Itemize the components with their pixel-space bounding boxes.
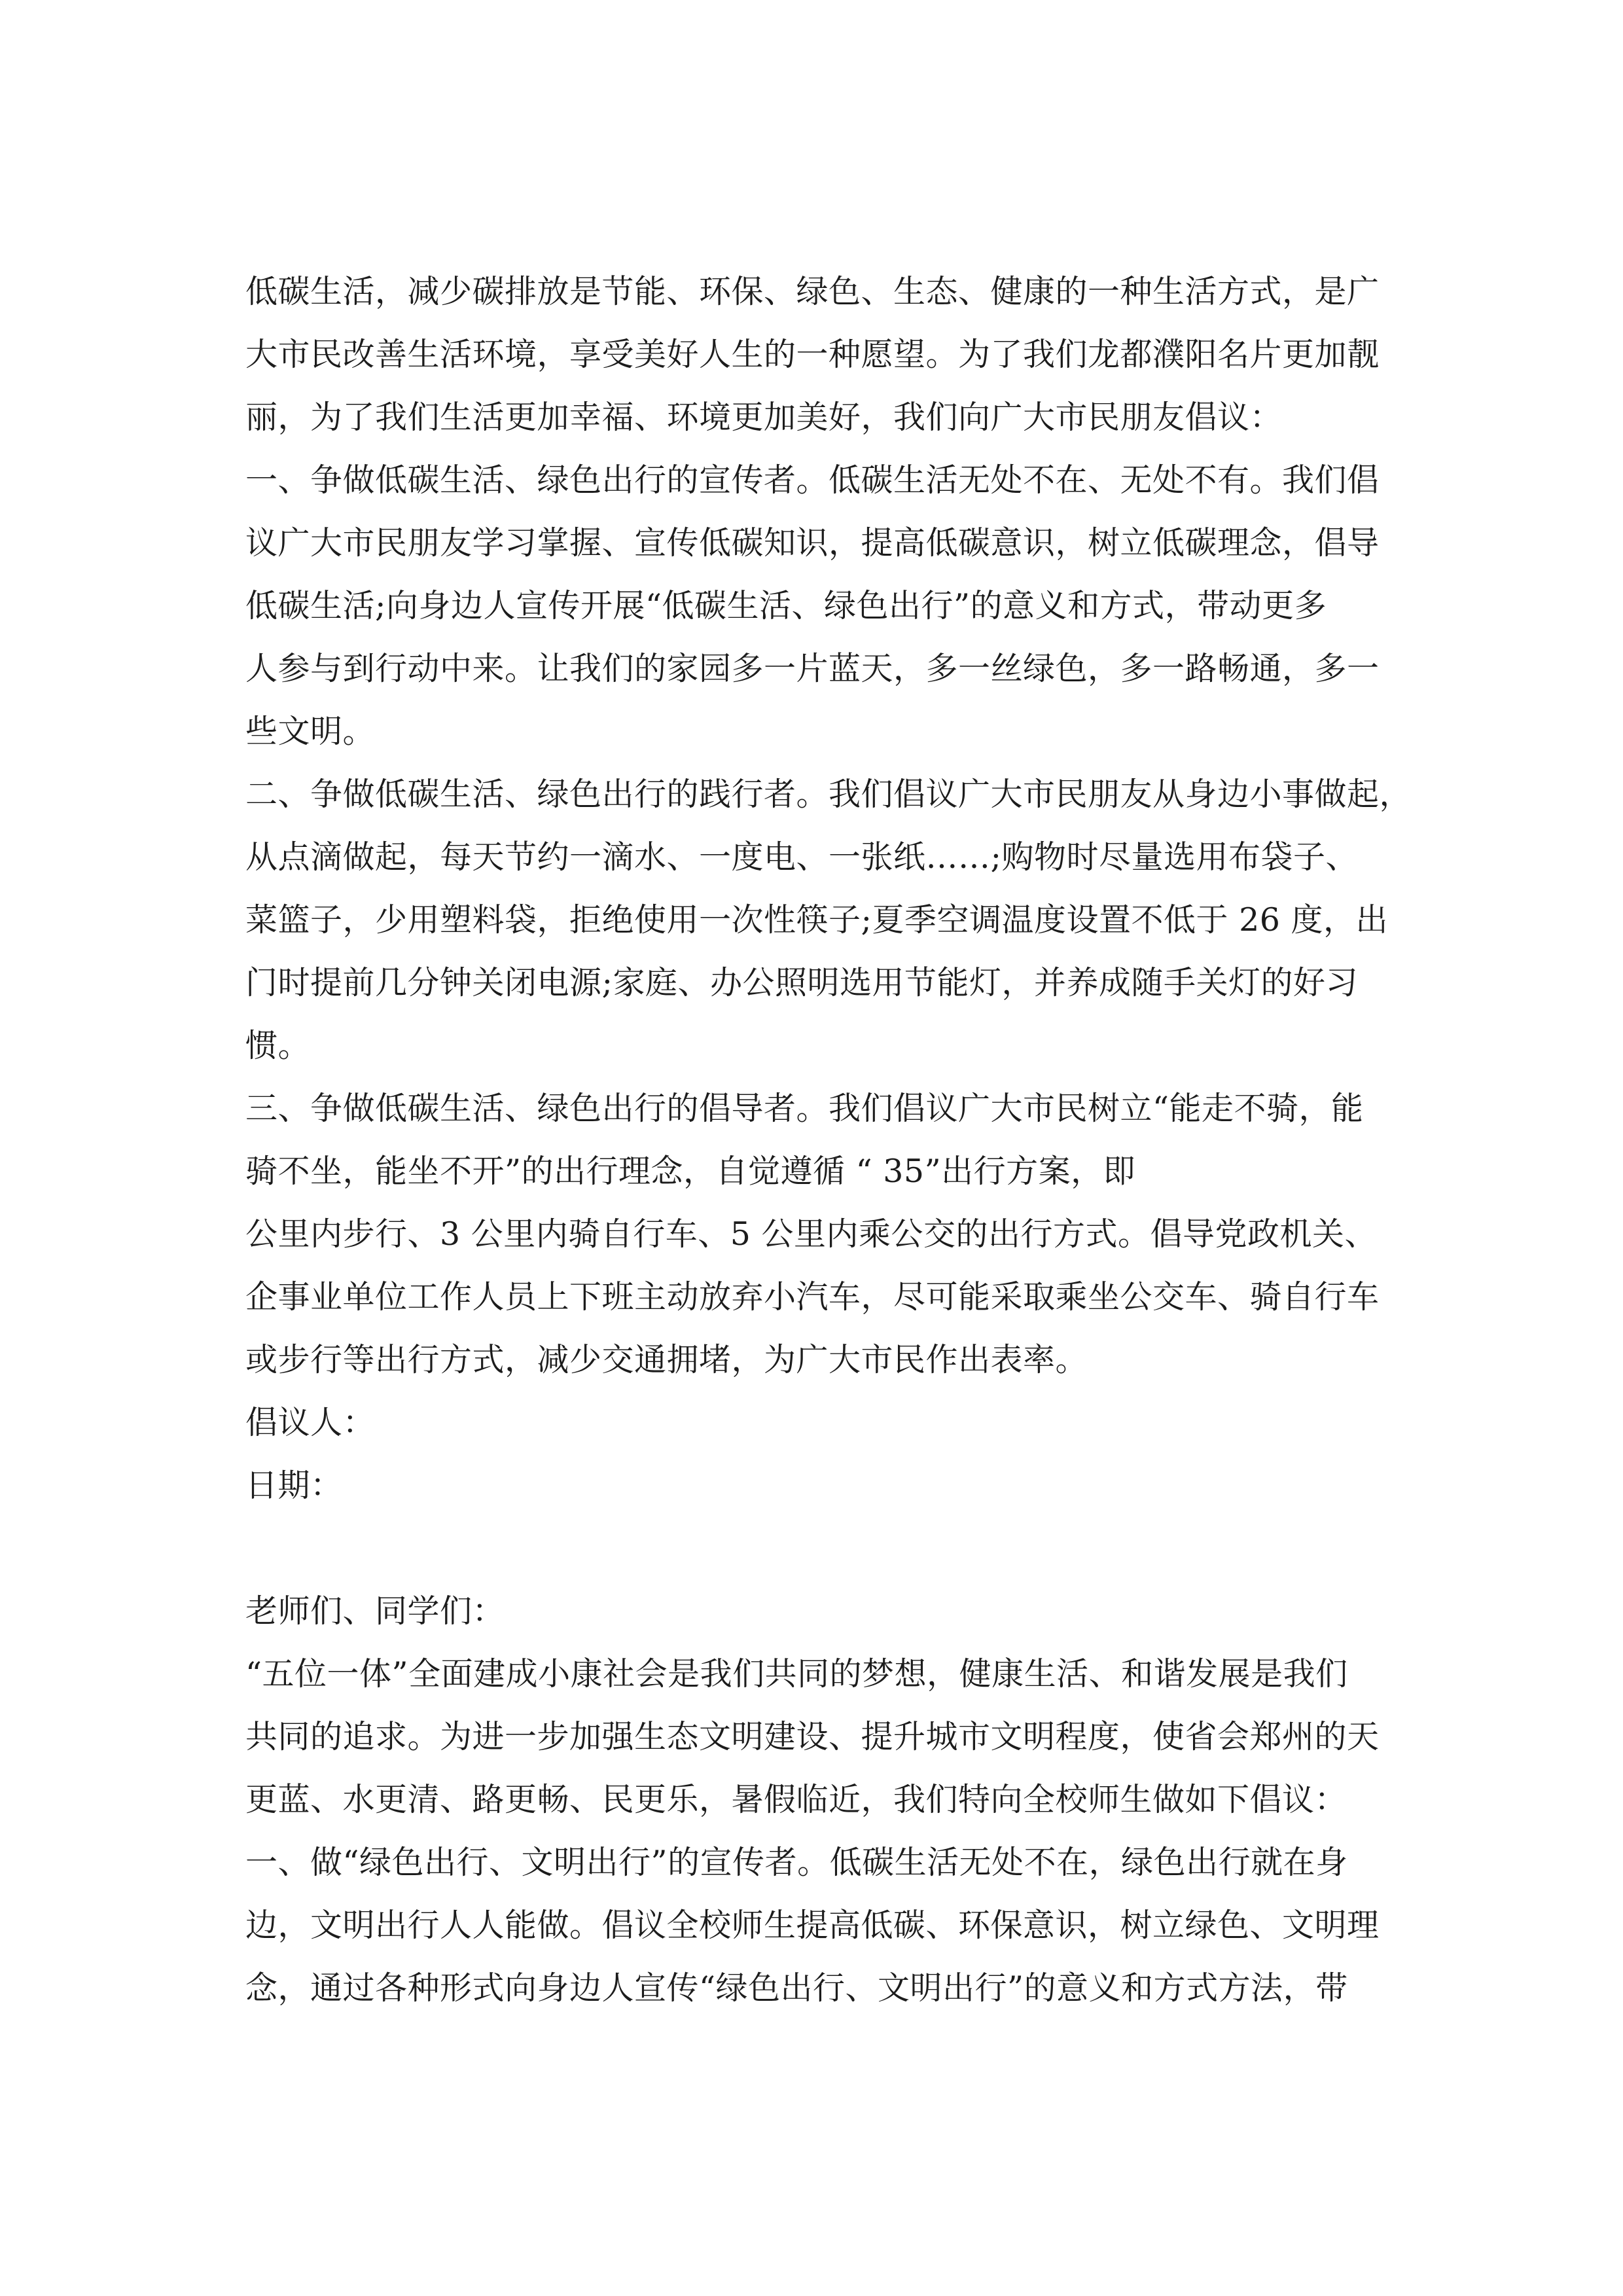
text-line: 念，通过各种形式向身边人宣传“绿色出行、文明出行”的意义和方式方法，带: [245, 1969, 1348, 2007]
text-line: 门时提前几分钟关闭电源;家庭、办公照明选用节能灯，并养成随手关灯的好习: [245, 964, 1359, 1001]
text-line: 菜篮子，少用塑料袋，拒绝使用一次性筷子;夏季空调温度设置不低于 26 度，出: [245, 901, 1389, 939]
text-line: 三、争做低碳生活、绿色出行的倡导者。我们倡议广大市民树立“能走不骑，能: [245, 1090, 1364, 1127]
text-line: 企事业单位工作人员上下班主动放弃小汽车，尽可能采取乘坐公交车、骑自行车: [245, 1278, 1380, 1316]
text-line: 边，文明出行人人能做。倡议全校师生提高低碳、环保意识，树立绿色、文明理: [245, 1907, 1380, 1944]
text-line: 或步行等出行方式，减少交通拥堵，为广大市民作出表率。: [245, 1341, 1088, 1378]
text-line: 一、做“绿色出行、文明出行”的宣传者。低碳生活无处不在，绿色出行就在身: [245, 1844, 1348, 1881]
text-line: 更蓝、水更清、路更畅、民更乐，暑假临近，我们特向全校师生做如下倡议：: [245, 1781, 1347, 1818]
text-line: 公里内步行、3 公里内骑自行车、5 公里内乘公交的出行方式。倡导党政机关、: [245, 1215, 1378, 1253]
text-line: 二、争做低碳生活、绿色出行的践行者。我们倡议广大市民朋友从身边小事做起，: [245, 776, 1412, 813]
signatory-label: 倡议人：: [245, 1404, 376, 1441]
text-line: 丽，为了我们生活更加幸福、环境更加美好，我们向广大市民朋友倡议：: [245, 399, 1283, 436]
text-line: 些文明。: [245, 713, 376, 750]
text-line: 一、争做低碳生活、绿色出行的宣传者。低碳生活无处不在、无处不有。我们倡: [245, 461, 1380, 499]
section-gap: [245, 1517, 1384, 1580]
text-line: 议广大市民朋友学习掌握、宣传低碳知识，提高低碳意识，树立低碳理念，倡导: [245, 524, 1380, 562]
date-label: 日期：: [245, 1467, 343, 1504]
text-line: 从点滴做起，每天节约一滴水、一度电、一张纸……;购物时尽量选用布袋子、: [245, 838, 1359, 876]
salutation: 老师们、同学们：: [245, 1592, 505, 1630]
text-line: 骑不坐，能坐不开”的出行理念，自觉遵循 “ 35”出行方案，即: [245, 1153, 1136, 1190]
text-line: 低碳生活;向身边人宣传开展“低碳生活、绿色出行”的意义和方式，带动更多: [245, 587, 1327, 624]
text-line: 惯。: [245, 1027, 311, 1064]
text-line: 共同的追求。为进一步加强生态文明建设、提升城市文明程度，使省会郑州的天: [245, 1718, 1380, 1755]
document-body: [245, 260, 1412, 2020]
text-line: 低碳生活，减少碳排放是节能、环保、绿色、生态、健康的一种生活方式，是广: [245, 273, 1380, 310]
text-line: 大市民改善生活环境，享受美好人生的一种愿望。为了我们龙都濮阳名片更加靓: [245, 336, 1380, 373]
text-line: “五位一体”全面建成小康社会是我们共同的梦想，健康生活、和谐发展是我们: [245, 1655, 1348, 1693]
text-line: 人参与到行动中来。让我们的家园多一片蓝天，多一丝绿色，多一路畅通，多一: [245, 650, 1380, 687]
